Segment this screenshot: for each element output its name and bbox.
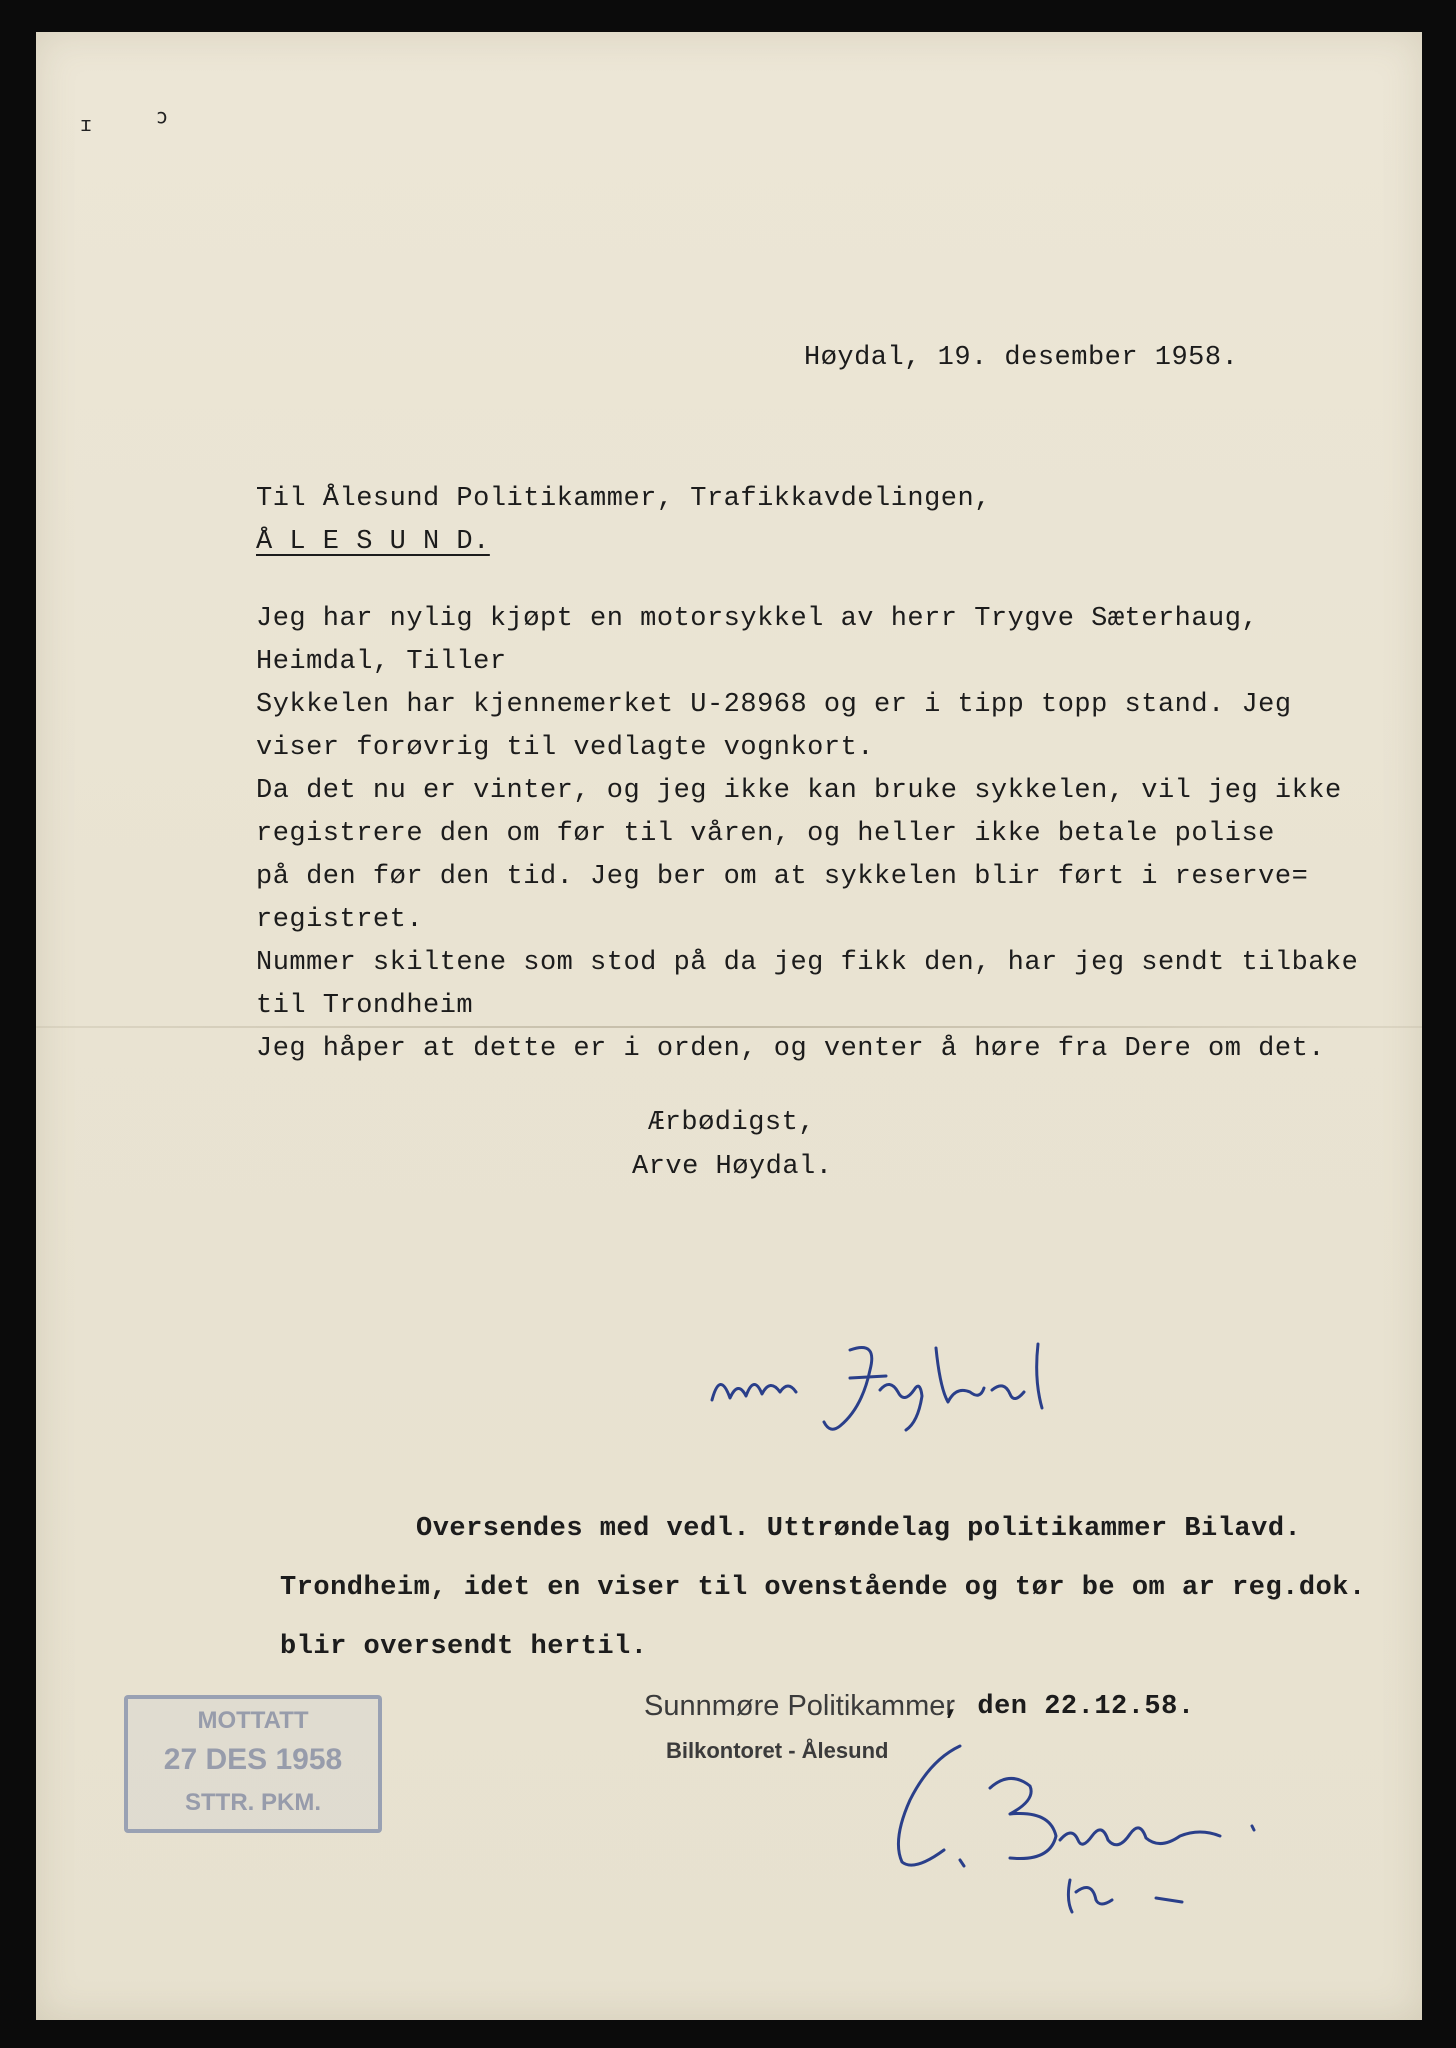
received-stamp-title: MOTTATT [197, 1707, 309, 1734]
body-line: Heimdal, Tiller [256, 647, 507, 677]
signed-name: Arve Høydal. [632, 1152, 833, 1182]
body-line: på den før den tid. Jeg ber om at sykkelen blir ført i reserve= [256, 862, 1309, 892]
recipient-city: Å L E S U N D. [256, 527, 490, 557]
body-line: Jeg har nylig kjøpt en motorsykkel av herr Trygve Sæterhaug, [256, 604, 1259, 634]
received-stamp-date: 27 DES 1958 [163, 1743, 343, 1776]
paper-fold [36, 1026, 1422, 1028]
body-line: registrere den om før til våren, og heller ikke betale polise [256, 819, 1275, 849]
recipient-line: Til Ålesund Politikammer, Trafikkavdelingen, [256, 484, 991, 514]
body-line: viser forøvrig til vedlagte vognkort. [256, 733, 874, 763]
writer-signature [700, 1330, 1060, 1440]
received-stamp-office: STTR. PKM. [185, 1789, 321, 1816]
office-stamp: Sunnmøre Politikammer [644, 1690, 956, 1722]
department-stamp: Bilkontoret - Ålesund [666, 1738, 889, 1763]
body-line: til Trondheim [256, 991, 474, 1021]
endorsement-line: Oversendes med vedl. Uttrøndelag politikammer Bilavd. [416, 1514, 1302, 1544]
place-date: Høydal, 19. desember 1958. [804, 343, 1239, 373]
body-line: Nummer skiltene som stod på da jeg fikk den, har jeg sendt tilbake [256, 948, 1359, 978]
body-line: Jeg håper at dette er i orden, og venter å høre fra Dere om det. [256, 1034, 1325, 1064]
margin-mark-right: ͻ [156, 104, 169, 128]
body-line: Da det nu er vinter, og jeg ikke kan bruke sykkelen, vil jeg ikke [256, 776, 1342, 806]
endorsement-line: blir oversendt hertil. [280, 1632, 648, 1662]
body-line: registret. [256, 905, 424, 935]
endorsement-line: Trondheim, idet en viser til ovenstående og tør be om ar reg.dok. [280, 1573, 1366, 1603]
closing: Ærbødigst, [648, 1108, 816, 1138]
margin-mark-left: ɪ [80, 112, 93, 136]
received-stamp [124, 1695, 382, 1833]
official-signature [860, 1740, 1280, 1920]
endorsement-date: , den 22.12.58. [944, 1692, 1195, 1722]
body-line: Sykkelen har kjennemerket U-28968 og er i tipp topp stand. Jeg [256, 690, 1292, 720]
